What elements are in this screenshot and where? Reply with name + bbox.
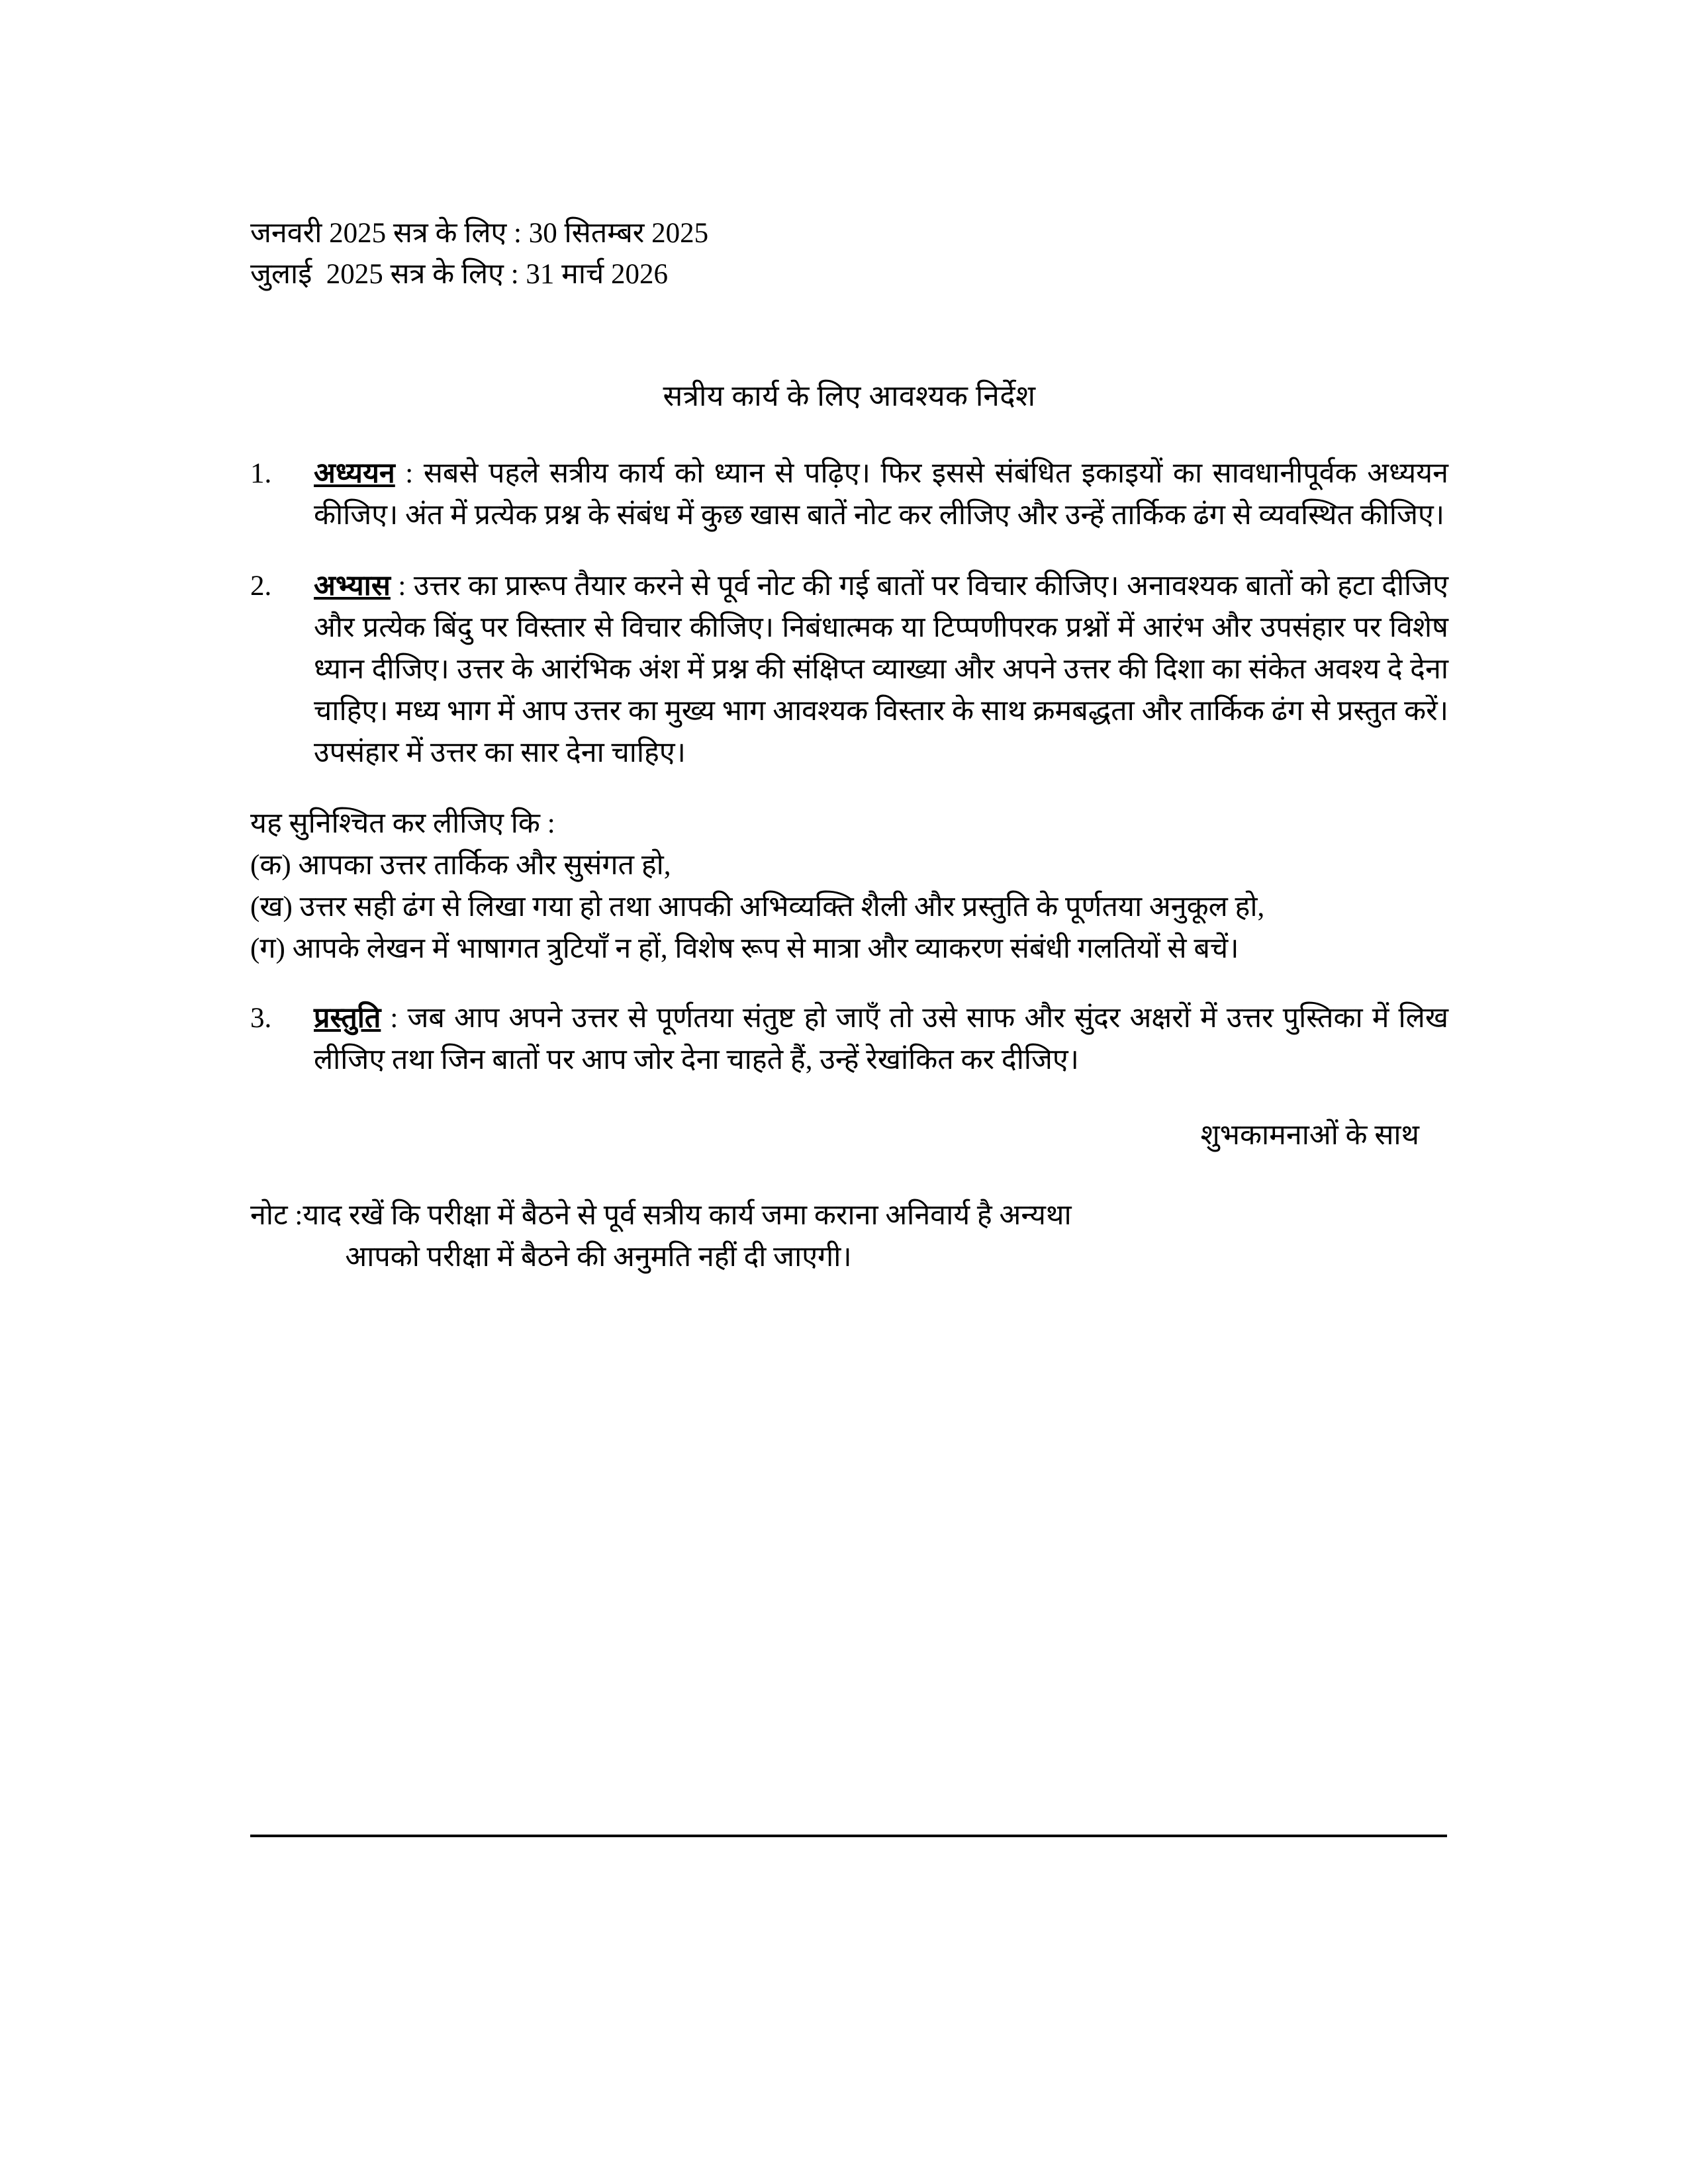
instruction-lead-3: प्रस्तुति bbox=[314, 1003, 381, 1034]
instruction-separator-2: : bbox=[390, 570, 414, 602]
session-date-january: जनवरी 2025 सत्र के लिए : 30 सितम्बर 2025 bbox=[250, 218, 709, 249]
footer-divider bbox=[250, 1835, 1447, 1837]
instruction-number-1: 1. bbox=[250, 458, 272, 489]
page-title: सत्रीय कार्य के लिए आवश्यक निर्देश bbox=[663, 380, 1036, 412]
closing-greeting: शुभकामनाओं के साथ bbox=[1200, 1120, 1419, 1151]
instruction-item-1 bbox=[250, 453, 1448, 536]
session-date-july: जुलाई 2025 सत्र के लिए : 31 मार्च 2026 bbox=[250, 259, 669, 290]
instruction-number-2: 2. bbox=[250, 570, 272, 602]
instruction-lead-2: अभ्यास bbox=[314, 570, 391, 602]
instruction-body-2 bbox=[314, 565, 1448, 774]
document-content bbox=[250, 213, 1448, 1278]
instruction-lead-1: अध्ययन bbox=[314, 458, 395, 489]
instruction-item-3 bbox=[250, 997, 1448, 1081]
instruction-separator-1: : bbox=[395, 458, 424, 489]
instruction-text-1: सबसे पहले सत्रीय कार्य को ध्यान से पढ़िए। फिर इससे संबंधित इकाइयों का सावधानीपूर्वक अध्ययन कीजिए। अंत में प्रत्येक प्रश्न के संबंध में कुछ खास बातें नोट कर लीजिए और उन्हें तार्किक ढंग से व्यवस्थित कीजिए। bbox=[314, 458, 1448, 531]
note-line-1: याद रखें कि परीक्षा में बैठने से पूर्व सत्रीय कार्य जमा कराना अनिवार्य है अन्यथा bbox=[303, 1200, 1072, 1231]
session-dates-block bbox=[250, 213, 1448, 295]
instruction-text-2: उत्तर का प्रारूप तैयार करने से पूर्व नोट की गई बातों पर विचार कीजिए। अनावश्यक बातों को हटा दीजिए और प्रत्येक बिंदु पर विस्तार से विचार कीजिए। निबंधात्मक या टिप्पणीपरक प्रश्नों में आरंभ और उपसंहार पर विशेष ध्यान दीजिए। उत्तर के आरंभिक अंश में प्रश्न की संक्षिप्त व्याख्या और अपने उत्तर की दिशा का संकेत अवश्य दे देना चाहिए। मध्य भाग में आप उत्तर का मुख्य भाग आवश्यक विस्तार के साथ क्रमबद्धता और तार्किक ढंग से प्रस्तुत करें। उपसंहार में उत्तर का सार देना चाहिए। bbox=[314, 570, 1448, 768]
ensure-point-ka: (क) आपका उत्तर तार्किक और सुसंगत हो, bbox=[250, 850, 671, 881]
note-block bbox=[250, 1195, 1448, 1278]
instruction-body-1 bbox=[314, 453, 1448, 536]
instruction-separator-3: : bbox=[381, 1003, 408, 1034]
note-line-2: आपको परीक्षा में बैठने की अनुमति नहीं दी जाएगी। bbox=[345, 1242, 852, 1273]
instruction-text-3: जब आप अपने उत्तर से पूर्णतया संतुष्ट हो जाएँ तो उसे साफ और सुंदर अक्षरों में उत्तर पुस्तिका में लिख लीजिए तथा जिन बातों पर आप जोर देना चाहते हैं, उन्हें रेखांकित कर दीजिए। bbox=[314, 1003, 1448, 1075]
ensure-point-kha: (ख) उत्तर सही ढंग से लिखा गया हो तथा आपकी अभिव्यक्ति शैली और प्रस्तुति के पूर्णतया अनुकूल हो, bbox=[250, 891, 1265, 923]
note-label: नोट : bbox=[250, 1200, 303, 1231]
ensure-intro: यह सुनिश्चित कर लीजिए कि : bbox=[250, 808, 555, 839]
instruction-item-2 bbox=[250, 565, 1448, 774]
instruction-number-3: 3. bbox=[250, 1003, 272, 1034]
ensure-point-ga: (ग) आपके लेखन में भाषागत त्रुटियाँ न हों, विशेष रूप से मात्रा और व्याकरण संबंधी गलतियों से बचें। bbox=[250, 933, 1239, 964]
note-body bbox=[303, 1195, 1448, 1278]
instruction-body-3 bbox=[314, 997, 1448, 1081]
ensure-checklist-block bbox=[250, 803, 1448, 970]
